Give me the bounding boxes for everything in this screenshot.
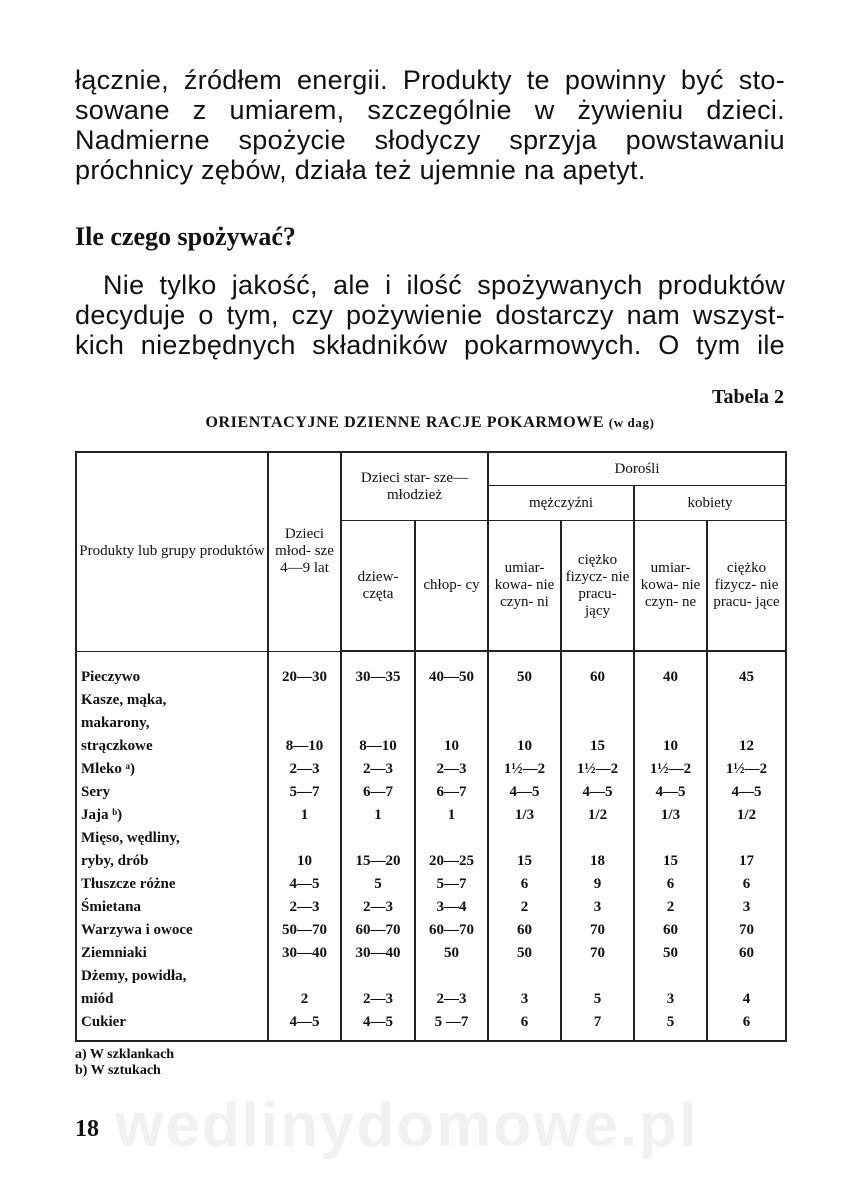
text-line: kich niezbędnych składników pokarmowych. O tym ile [75, 330, 785, 360]
header-older-children: Dzieci star- sze—młodzież [341, 452, 488, 521]
ration-value-cell [561, 827, 634, 850]
ration-value-cell: 4—5 [268, 1011, 341, 1041]
ration-value-cell: 30—35 [341, 666, 415, 689]
ration-value-cell: 6—7 [415, 781, 488, 804]
product-name-cell: Mleko ᵃ) [81, 761, 135, 777]
ration-value-cell: 7 [561, 1011, 634, 1041]
ration-value-cell [561, 965, 634, 988]
table-row [76, 965, 786, 988]
ration-value-cell: 5 [341, 873, 415, 896]
ration-value-cell [268, 689, 341, 712]
ration-value-cell: 10 [634, 735, 707, 758]
product-name-cell: Sery [81, 784, 111, 800]
ration-value-cell: 3 [634, 988, 707, 1011]
ration-value-cell: 50 [634, 942, 707, 965]
ration-value-cell: 18 [561, 850, 634, 873]
ration-value-cell: 5 —7 [415, 1011, 488, 1041]
text-line: Nadmierne spożycie słodyczy sprzyja powstawaniu [75, 125, 785, 155]
table-row [76, 873, 786, 896]
ration-value-cell: 1 [341, 804, 415, 827]
ration-value-cell [341, 827, 415, 850]
ration-value-cell [634, 712, 707, 735]
table-row [76, 919, 786, 942]
header-men-moderate: umiar- kowa- nie czyn- ni [488, 521, 561, 652]
ration-value-cell: 4—5 [561, 781, 634, 804]
table-row [76, 735, 786, 758]
header-men: mężczyźni [488, 486, 634, 521]
page-number: 18 [75, 1116, 99, 1142]
ration-value-cell: 1½—2 [488, 758, 561, 781]
table-row [76, 804, 786, 827]
ration-value-cell: 6 [488, 1011, 561, 1041]
ration-value-cell: 15 [488, 850, 561, 873]
table-spacer-cell [561, 651, 634, 666]
table-row [76, 689, 786, 712]
table-row [76, 758, 786, 781]
ration-value-cell: 5 [561, 988, 634, 1011]
ration-value-cell: 2 [268, 988, 341, 1011]
product-name-cell: Kasze, mąka, [81, 692, 167, 708]
ration-value-cell: 70 [561, 919, 634, 942]
ration-value-cell: 1/2 [707, 804, 786, 827]
ration-value-cell: 6—7 [341, 781, 415, 804]
header-boys: chłop- cy [415, 521, 488, 652]
ration-value-cell: 12 [707, 735, 786, 758]
header-young-children: Dzieci młod- sze 4—9 lat [268, 452, 341, 651]
header-products: Produkty lub grupy produktów [76, 452, 268, 651]
ration-value-cell: 2 [488, 896, 561, 919]
product-name-cell: strączkowe [81, 738, 153, 754]
ration-value-cell: 70 [561, 942, 634, 965]
product-name-cell: Śmietana [81, 899, 141, 915]
product-name-cell: makarony, [81, 715, 150, 731]
ration-value-cell: 40 [634, 666, 707, 689]
product-name-cell: Dżemy, powidła, [81, 968, 187, 984]
table-title [75, 414, 785, 432]
ration-value-cell [415, 827, 488, 850]
ration-value-cell [268, 827, 341, 850]
table-row [76, 781, 786, 804]
header-girls: dziew- częta [341, 521, 415, 652]
ration-value-cell: 45 [707, 666, 786, 689]
ration-value-cell: 5 [634, 1011, 707, 1041]
ration-value-cell [415, 689, 488, 712]
header-men-heavy: ciężko fizycz- nie pracu- jący [561, 521, 634, 652]
ration-value-cell: 15 [634, 850, 707, 873]
ration-value-cell: 10 [488, 735, 561, 758]
ration-value-cell [415, 712, 488, 735]
ration-value-cell: 2—3 [268, 758, 341, 781]
table-title-text: ORIENTACYJNE DZIENNE RACJE POKARMOWE [205, 414, 605, 431]
ration-value-cell: 2—3 [268, 896, 341, 919]
table-row [76, 712, 786, 735]
ration-value-cell: 50 [488, 942, 561, 965]
table-row [76, 827, 786, 850]
table-row [76, 666, 786, 689]
ration-value-cell: 6 [707, 1011, 786, 1041]
ration-value-cell: 15—20 [341, 850, 415, 873]
product-name-cell: Mięso, wędliny, [81, 830, 180, 846]
ration-value-cell: 6 [707, 873, 786, 896]
ration-value-cell: 30—40 [268, 942, 341, 965]
ration-value-cell: 8—10 [268, 735, 341, 758]
text-line: sowane z umiarem, szczególnie w żywieniu dzieci. [75, 95, 785, 125]
ration-value-cell [561, 689, 634, 712]
ration-value-cell [561, 712, 634, 735]
ration-value-cell: 20—25 [415, 850, 488, 873]
ration-value-cell: 1½—2 [561, 758, 634, 781]
ration-value-cell: 1½—2 [634, 758, 707, 781]
footnote-b: b) W sztukach [75, 1063, 161, 1078]
ration-value-cell: 4 [707, 988, 786, 1011]
ration-value-cell: 2—3 [415, 758, 488, 781]
product-name-cell: Cukier [81, 1014, 126, 1030]
ration-value-cell: 4—5 [707, 781, 786, 804]
product-name-cell: Jaja ᵇ) [81, 807, 123, 823]
ration-value-cell: 2—3 [341, 896, 415, 919]
ration-value-cell: 4—5 [341, 1011, 415, 1041]
ration-value-cell: 50—70 [268, 919, 341, 942]
footnote-a: a) W szklankach [75, 1047, 175, 1062]
ration-value-cell [707, 827, 786, 850]
product-name-cell: Pieczywo [81, 669, 141, 685]
header-adults: Dorośli [488, 452, 786, 486]
ration-value-cell: 15 [561, 735, 634, 758]
ration-value-cell: 1/3 [488, 804, 561, 827]
ration-value-cell: 5—7 [268, 781, 341, 804]
ration-value-cell: 20—30 [268, 666, 341, 689]
ration-value-cell: 2—3 [415, 988, 488, 1011]
ration-value-cell: 60 [634, 919, 707, 942]
ration-value-cell [707, 712, 786, 735]
ration-value-cell [634, 689, 707, 712]
header-women-moderate: umiar- kowa- nie czyn- ne [634, 521, 707, 652]
table-spacer-cell [634, 651, 707, 666]
ration-value-cell [634, 827, 707, 850]
ration-value-cell: 60—70 [341, 919, 415, 942]
ration-value-cell: 3 [561, 896, 634, 919]
section-heading: Ile czego spożywać? [75, 222, 296, 251]
ration-value-cell: 60—70 [415, 919, 488, 942]
table-row [76, 1011, 786, 1041]
table-row [76, 850, 786, 873]
product-name-cell: Warzywa i owoce [81, 922, 193, 938]
ration-value-cell [488, 689, 561, 712]
product-name-cell: Ziemniaki [81, 945, 147, 961]
ration-value-cell: 70 [707, 919, 786, 942]
ration-value-cell: 50 [488, 666, 561, 689]
ration-value-cell: 1½—2 [707, 758, 786, 781]
table-title-unit: (w dag) [608, 415, 655, 430]
table-spacer-row [76, 651, 786, 666]
ration-value-cell: 1/3 [634, 804, 707, 827]
ration-value-cell: 3 [707, 896, 786, 919]
ration-value-cell: 1 [415, 804, 488, 827]
ration-value-cell [415, 965, 488, 988]
ration-value-cell: 30—40 [341, 942, 415, 965]
table-spacer-cell [707, 651, 786, 666]
ration-value-cell [488, 827, 561, 850]
footnotes [75, 1047, 174, 1079]
ration-value-cell: 9 [561, 873, 634, 896]
ration-value-cell: 2—3 [341, 988, 415, 1011]
ration-value-cell: 10 [268, 850, 341, 873]
ration-value-cell: 1/2 [561, 804, 634, 827]
header-women-heavy: ciężko fizycz- nie pracu- jące [707, 521, 786, 652]
ration-value-cell: 60 [561, 666, 634, 689]
table-spacer-cell [76, 651, 268, 666]
ration-value-cell: 5—7 [415, 873, 488, 896]
ration-table [75, 451, 785, 1042]
ration-value-cell: 6 [634, 873, 707, 896]
ration-value-cell: 60 [488, 919, 561, 942]
header-women: kobiety [634, 486, 786, 521]
table-row [76, 896, 786, 919]
ration-value-cell: 2 [634, 896, 707, 919]
watermark: wedlinydomowe.pl [115, 1091, 699, 1160]
table-body [76, 651, 786, 1041]
intro-paragraph [75, 65, 785, 185]
ration-value-cell: 4—5 [268, 873, 341, 896]
ration-value-cell [488, 965, 561, 988]
text-line: decyduje o tym, czy pożywienie dostarczy nam wszyst- [75, 300, 785, 330]
table-spacer-cell [488, 651, 561, 666]
table-row [76, 942, 786, 965]
table-spacer-cell [415, 651, 488, 666]
ration-value-cell: 3 [488, 988, 561, 1011]
table-spacer-cell [268, 651, 341, 666]
ration-value-cell: 6 [488, 873, 561, 896]
ration-value-cell: 10 [415, 735, 488, 758]
ration-value-cell: 8—10 [341, 735, 415, 758]
ration-value-cell: 17 [707, 850, 786, 873]
text-line: łącznie, źródłem energii. Produkty te powinny być sto- [75, 65, 785, 95]
text-line: próchnicy zębów, działa też ujemnie na apetyt. [75, 155, 646, 185]
product-name-cell: Tłuszcze różne [81, 876, 176, 892]
ration-value-cell: 1 [268, 804, 341, 827]
product-name-cell: ryby, drób [81, 853, 149, 869]
ration-value-cell [634, 965, 707, 988]
text-line: Nie tylko jakość, ale i ilość spożywanych produktów [103, 270, 785, 300]
ration-value-cell [341, 689, 415, 712]
body-paragraph [75, 270, 785, 360]
ration-value-cell [341, 965, 415, 988]
table-row [76, 988, 786, 1011]
table-spacer-cell [341, 651, 415, 666]
ration-value-cell [488, 712, 561, 735]
ration-value-cell: 4—5 [634, 781, 707, 804]
ration-value-cell [341, 712, 415, 735]
ration-value-cell: 3—4 [415, 896, 488, 919]
table-number: Tabela 2 [711, 386, 784, 408]
ration-value-cell: 2—3 [341, 758, 415, 781]
ration-value-cell [707, 689, 786, 712]
ration-value-cell [268, 712, 341, 735]
ration-value-cell [268, 965, 341, 988]
product-name-cell: miód [81, 991, 114, 1007]
ration-value-cell: 40—50 [415, 666, 488, 689]
ration-value-cell: 50 [415, 942, 488, 965]
ration-value-cell: 60 [707, 942, 786, 965]
ration-value-cell [707, 965, 786, 988]
ration-value-cell: 4—5 [488, 781, 561, 804]
